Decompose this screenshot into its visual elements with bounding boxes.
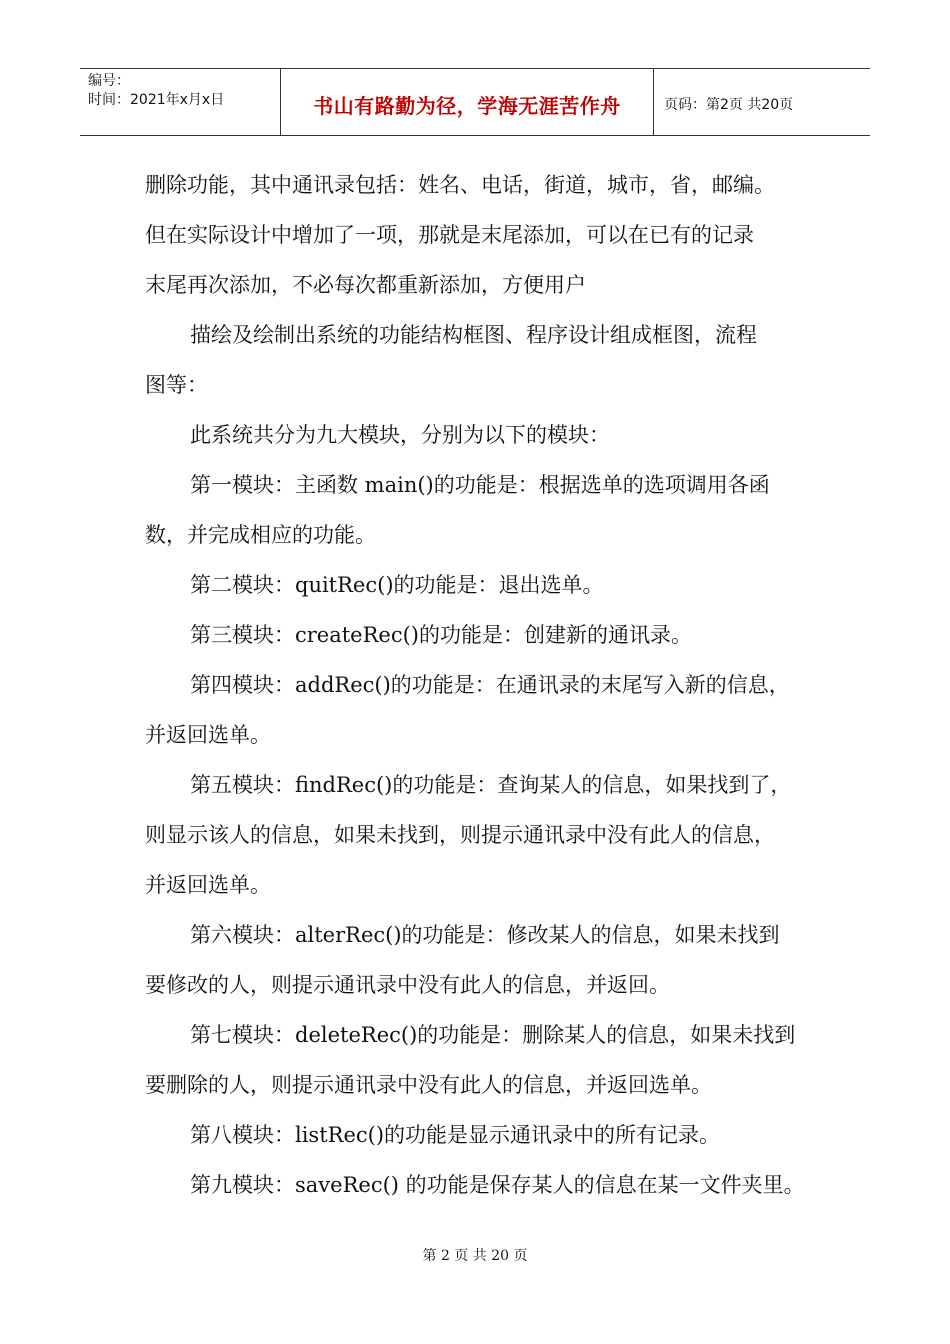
body-line: 并返回选单。 (145, 723, 271, 747)
header-motto: 书山有路勤为径，学海无涯苦作舟 (281, 69, 654, 135)
body-line: 第二模块：quitRec()的功能是：退出选单。 (190, 573, 604, 597)
body-line: 要修改的人，则提示通讯录中没有此人的信息，并返回。 (145, 973, 670, 997)
page-footer: 第 2 页 共 20 页 (422, 1248, 528, 1264)
body-line: 描绘及绘制出系统的功能结构框图、程序设计组成框图，流程 (190, 323, 757, 347)
header-meta-cell (80, 69, 281, 135)
body-line: 并返回选单。 (145, 873, 271, 897)
body-line: 但在实际设计中增加了一项，那就是末尾添加，可以在已有的记录 (145, 223, 754, 247)
body-line: 第七模块：deleteRec()的功能是：删除某人的信息，如果未找到 (190, 1023, 796, 1047)
body-line: 数，并完成相应的功能。 (145, 523, 376, 547)
body-line: 要删除的人，则提示通讯录中没有此人的信息，并返回选单。 (145, 1073, 712, 1097)
body-line: 第四模块：addRec()的功能是：在通讯录的末尾写入新的信息， (190, 673, 790, 697)
body-line: 第八模块：listRec()的功能是显示通讯录中的所有记录。 (190, 1123, 721, 1147)
body-line: 则显示该人的信息，如果未找到，则提示通讯录中没有此人的信息， (145, 823, 775, 847)
body-line: 此系统共分为九大模块，分别为以下的模块： (190, 423, 610, 447)
body-line: 第一模块：主函数 main()的功能是：根据选单的选项调用各函 (190, 473, 770, 497)
document-number-label: 编号： (88, 73, 130, 89)
document-body (145, 160, 825, 1210)
body-line: 第九模块：saveRec() 的功能是保存某人的信息在某一文件夹里。 (190, 1173, 805, 1197)
header-page-info: 页码：第2页 共20页 (664, 97, 794, 113)
body-line: 删除功能，其中通讯录包括：姓名、电话，街道，城市，省，邮编。 (145, 173, 775, 197)
page-header (80, 68, 870, 136)
body-line: 第六模块：alterRec()的功能是：修改某人的信息，如果未找到 (190, 923, 780, 947)
body-line: 第三模块：createRec()的功能是：创建新的通讯录。 (190, 623, 692, 647)
body-line: 末尾再次添加，不必每次都重新添加，方便用户 (145, 273, 586, 297)
body-line: 图等： (145, 373, 208, 397)
body-line: 第五模块：findRec()的功能是：查询某人的信息，如果找到了， (190, 773, 792, 797)
document-date-label: 时间：2021年x月x日 (88, 92, 225, 108)
